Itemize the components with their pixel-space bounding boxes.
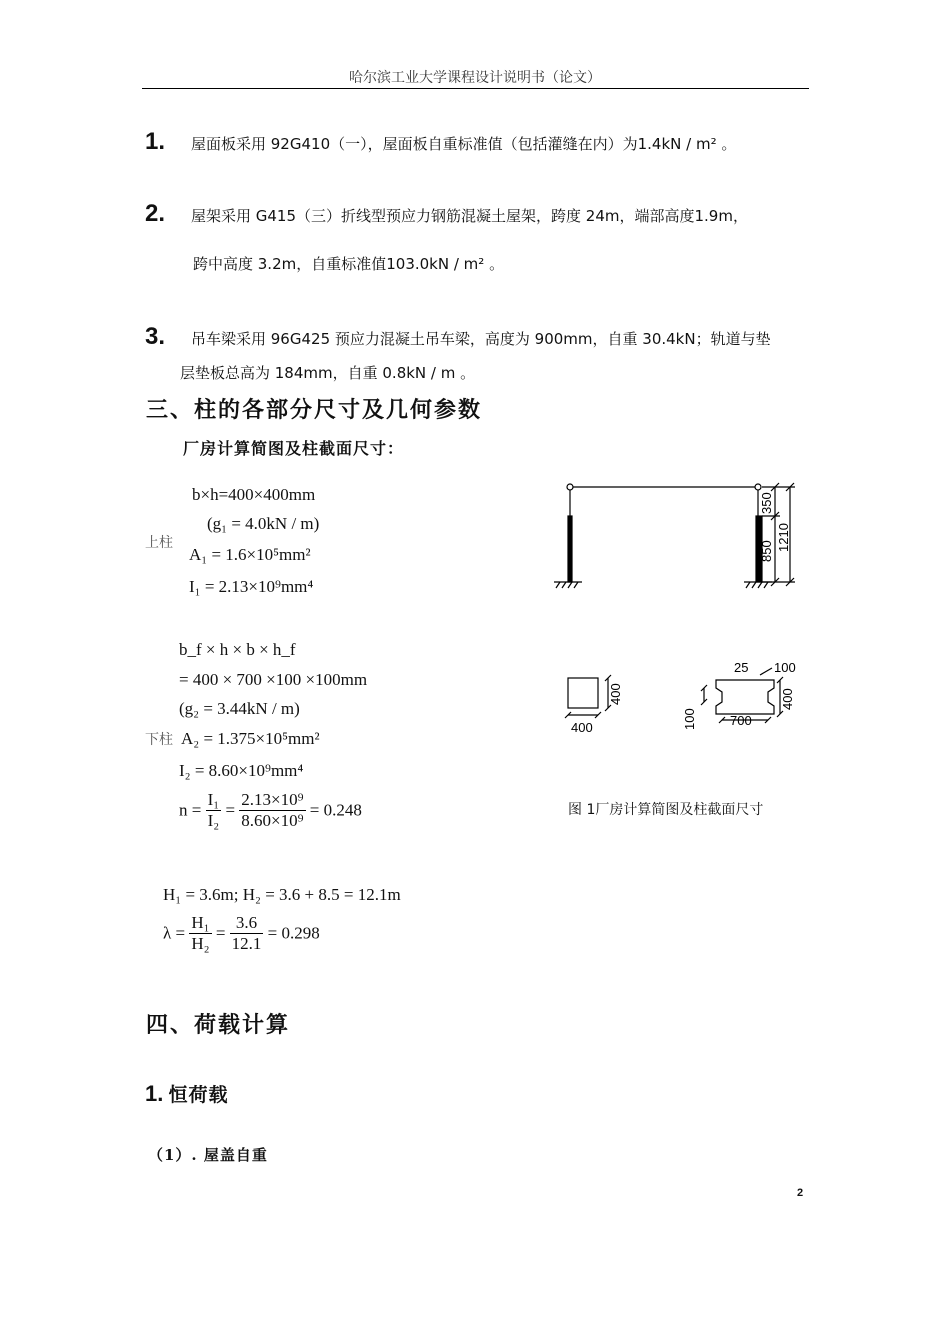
dim-400-height: 400 — [608, 683, 623, 705]
section-3-subtitle: 厂房计算简图及柱截面尺寸： — [183, 439, 405, 458]
header-rule — [142, 88, 809, 89]
item-2-line2: 跨中高度 3.2m，自重标准值103.0kN / m² 。 — [193, 255, 505, 273]
frame-section-figure — [540, 470, 820, 760]
figure-caption: 图 1厂房计算简图及柱截面尺寸 — [568, 802, 764, 818]
dim-400-i: 400 — [780, 688, 795, 710]
dim-350: 350 — [759, 492, 774, 514]
upper-col-label: 上柱 — [145, 535, 173, 551]
upper-col-load: (g₁ = 4.0kN / m) — [207, 514, 320, 533]
item-3-line2: 层垫板总高为 184mm，自重 0.8kN / m 。 — [180, 364, 476, 382]
subsection-1-1: （1）. 屋盖自重 — [148, 1146, 268, 1164]
lower-column-i-section — [716, 680, 774, 714]
lower-col-area: A₂ = 1.375×10⁵mm² — [181, 729, 320, 748]
n-fraction-1: $\frac{\text{I₁}}{\text{I₂}}$ — [207, 790, 220, 830]
lower-col-label: 下柱 — [145, 732, 173, 748]
stiffness-ratio-formula: n = $\frac{\text{I₁}}{\text{I₂}}$ = $\frac{\text{2.13×10⁹}}{\text{8.60×10⁹}}$ = 0.248 — [179, 790, 362, 830]
page-number: 2 — [797, 1187, 804, 1199]
section-3-title: 三、柱的各部分尺寸及几何参数 — [146, 397, 483, 423]
upper-col-dims: b×h=400×400mm — [192, 485, 316, 504]
upper-col-area: A₁ = 1.6×10⁵mm² — [189, 545, 311, 564]
item-2-number: 2. — [145, 200, 166, 227]
item-1-number: 1. — [145, 128, 166, 155]
lower-col-load: (g₂ = 3.44kN / m) — [179, 699, 300, 718]
left-column — [568, 516, 572, 582]
dim-400-width: 400 — [571, 720, 593, 735]
lambda-fraction-1: $\frac{\text{H₁}}{\text{H₂}}$ — [191, 913, 210, 953]
dim-25: 25 — [734, 660, 749, 675]
dim-1210: 1210 — [776, 523, 791, 552]
item-3-line1: 吊车梁采用 96G425 预应力混凝土吊车梁，高度为 900mm，自重 30.4kN；轨道与垫 — [191, 330, 771, 348]
dim-850: 850 — [759, 540, 774, 562]
heights-line: H₁ = 3.6m; H₂ = 3.6 + 8.5 = 12.1m — [163, 885, 401, 904]
upper-column-section — [568, 678, 598, 708]
section-4-title: 四、荷载计算 — [146, 1012, 291, 1038]
right-hinge — [755, 484, 761, 490]
page-header: 哈尔滨工业大学课程设计说明书（论文） — [349, 70, 601, 86]
n-lhs: n = — [179, 800, 202, 820]
n-fraction-2: $\frac{\text{2.13×10⁹}}{\text{8.60×10⁹}}$ — [241, 790, 304, 830]
lambda-formula: λ = $\frac{\text{H₁}}{\text{H₂}}$ = $\frac{3.6}{12.1}$ = 0.298 — [163, 913, 320, 953]
left-hinge — [567, 484, 573, 490]
upper-col-inertia: I₁ = 2.13×10⁹mm⁴ — [189, 577, 314, 596]
item-1-text: 屋面板采用 92G410（一），屋面板自重标准值（包括灌缝在内）为1.4kN / m² 。 — [191, 135, 737, 153]
lambda-fraction-2: $\frac{3.6}{12.1}$ — [231, 913, 262, 953]
lower-col-inertia: I₂ = 8.60×10⁹mm⁴ — [179, 761, 304, 780]
lower-col-dims: = 400 × 700 ×100 ×100mm — [179, 670, 368, 689]
item-3-number: 3. — [145, 323, 166, 350]
subsection-1: 1. 恒荷载 — [145, 1081, 229, 1106]
dim-700: 700 — [730, 713, 752, 728]
dim-100-top: 100 — [774, 660, 796, 675]
dim-100-side: 100 — [682, 708, 697, 730]
lower-col-dim-symbols: b_f × h × b × h_f — [179, 640, 296, 659]
item-2-line1: 屋架采用 G415（三）折线型预应力钢筋混凝土屋架，跨度 24m，端部高度1.9m， — [191, 207, 748, 225]
